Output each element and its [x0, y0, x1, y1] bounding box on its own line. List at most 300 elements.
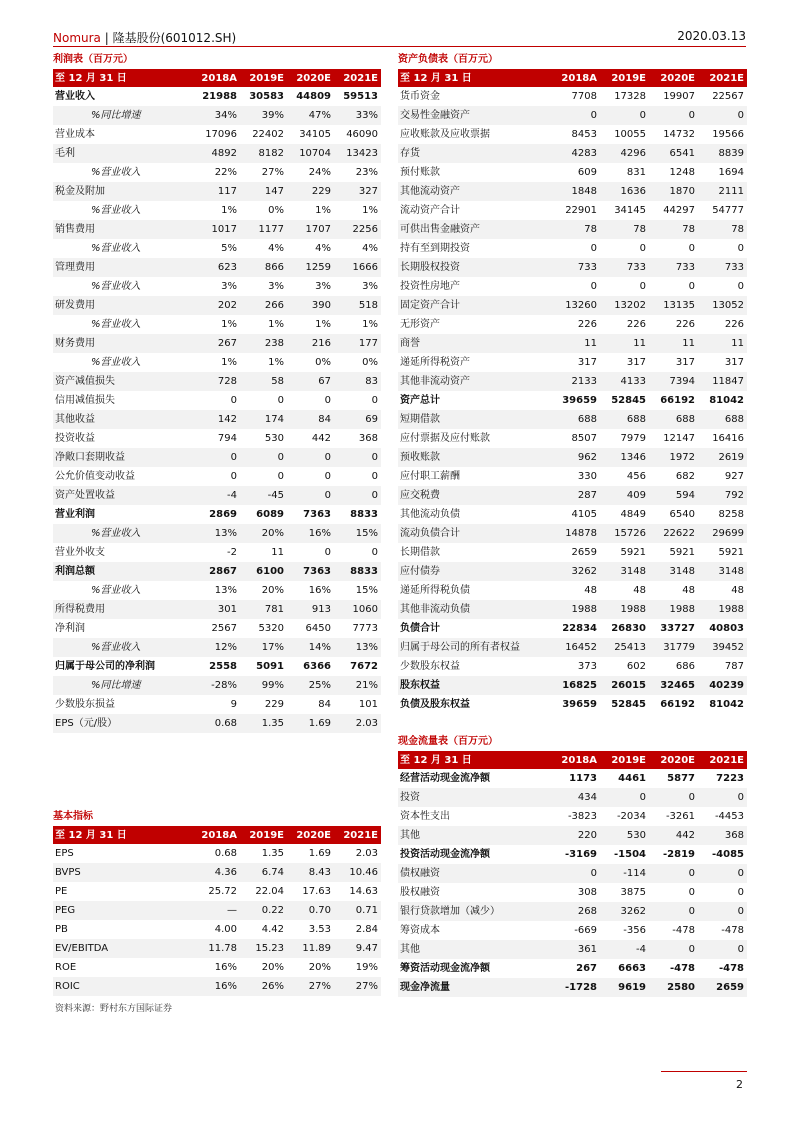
row-value: 34% [193, 106, 240, 125]
row-value: 20% [261, 585, 284, 596]
row-value: 913 [287, 600, 334, 619]
table-row [398, 239, 747, 258]
row-label: 所得税费用 [53, 600, 193, 619]
row-value: 8258 [718, 509, 744, 520]
row-value: 1177 [240, 220, 287, 239]
row-value: 58 [240, 372, 287, 391]
row-value: 13052 [698, 296, 747, 315]
row-value: 1988 [551, 600, 600, 619]
row-label: 可供出售金融资产 [398, 220, 551, 239]
table-row [398, 391, 747, 410]
row-value: 47% [287, 106, 334, 125]
row-value: 17328 [614, 91, 646, 102]
row-value: 0 [600, 788, 649, 807]
row-value: 1017 [193, 220, 240, 239]
row-value: 0 [698, 902, 747, 921]
table-row [53, 676, 381, 695]
row-label: %营业收入 [91, 357, 141, 368]
row-label: 持有至到期投资 [400, 243, 470, 254]
row-value: 59513 [343, 91, 378, 102]
row-label: 其他流动负债 [400, 509, 460, 520]
row-value: 34105 [299, 129, 331, 140]
row-value: -478 [721, 925, 744, 936]
row-value: 10055 [614, 129, 646, 140]
row-value: 13% [193, 524, 240, 543]
row-value: 226 [675, 319, 695, 330]
row-value: 4461 [618, 773, 646, 784]
row-value: 17096 [205, 129, 237, 140]
row-value: 33% [334, 106, 381, 125]
row-value: 4133 [600, 372, 649, 391]
row-value: 1707 [287, 220, 334, 239]
row-value: 3% [268, 281, 284, 292]
row-value: 30583 [249, 91, 284, 102]
row-value: 26% [240, 977, 287, 996]
table-header-row [398, 752, 747, 769]
table-row [53, 581, 381, 600]
table-row [398, 921, 747, 940]
row-value: 23% [355, 167, 378, 178]
table-row [398, 883, 747, 902]
table-row [53, 920, 381, 939]
row-value: 317 [724, 357, 744, 368]
nomura-logo-text: Nomura [53, 31, 101, 45]
income-statement-table [53, 70, 381, 733]
row-value: 733 [551, 258, 600, 277]
row-value: 229 [264, 699, 284, 710]
row-value: 266 [240, 296, 287, 315]
cash-flow-table [398, 752, 747, 997]
row-value: 4283 [551, 144, 600, 163]
row-value: 14.63 [349, 886, 378, 897]
table-row [398, 144, 747, 163]
row-value: -3261 [665, 811, 695, 822]
row-value: 6.74 [240, 863, 287, 882]
row-value: 866 [240, 258, 287, 277]
row-value: 22402 [252, 129, 284, 140]
header-year: 2020E [649, 70, 698, 87]
row-value: 14732 [663, 129, 695, 140]
row-value: 0.68 [193, 714, 240, 733]
row-value: 15.23 [240, 939, 287, 958]
row-value: 6100 [240, 562, 287, 581]
row-label: 经营活动现金流净额 [400, 773, 490, 784]
row-label: 股权融资 [400, 887, 440, 898]
row-value: 781 [240, 600, 287, 619]
row-value: 368 [358, 433, 378, 444]
row-value: -4 [193, 486, 240, 505]
row-value: 2.03 [355, 848, 378, 859]
table-row [53, 277, 381, 296]
row-value: 0 [688, 281, 695, 292]
row-value: 4% [362, 243, 378, 254]
table-row [53, 125, 381, 144]
row-label: 现金净流量 [398, 978, 551, 997]
row-value: 530 [264, 433, 284, 444]
row-label: 投资性房地产 [400, 281, 460, 292]
row-value: 11 [649, 334, 698, 353]
row-value: 686 [675, 661, 695, 672]
row-value: 602 [626, 661, 646, 672]
row-value: 0.71 [334, 901, 381, 920]
table-row [398, 902, 747, 921]
table-row [398, 524, 747, 543]
table-row [398, 657, 747, 676]
row-value: 13202 [600, 296, 649, 315]
header-period-label: 至 12 月 31 日 [398, 70, 551, 87]
report-date: 2020.03.13 [677, 29, 746, 43]
table-row [53, 201, 381, 220]
table-row [53, 163, 381, 182]
row-label: EPS [55, 848, 74, 859]
row-value: 1870 [649, 182, 698, 201]
table-row [398, 220, 747, 239]
row-value: 0 [324, 547, 331, 558]
row-value: 1636 [600, 182, 649, 201]
table-row [398, 619, 747, 638]
balance-sheet-title: 资产负债表（百万元） [398, 53, 747, 70]
table-row [53, 391, 381, 410]
row-label: 公允价值变动收益 [55, 471, 135, 482]
row-value: -2034 [616, 811, 646, 822]
table-row [53, 619, 381, 638]
header-year: 2018A [551, 70, 600, 87]
row-value: 1% [221, 357, 237, 368]
row-value: 11 [600, 334, 649, 353]
row-value: -3823 [567, 811, 597, 822]
row-value: 688 [698, 410, 747, 429]
row-value: 13135 [649, 296, 698, 315]
row-label: %营业收入 [91, 205, 141, 216]
row-value: 1346 [600, 448, 649, 467]
row-label: 信用减值损失 [55, 395, 115, 406]
table-row [53, 353, 381, 372]
row-value: 147 [240, 182, 287, 201]
row-value: 3148 [600, 562, 649, 581]
row-label: 商誉 [398, 334, 551, 353]
row-value: 4.00 [214, 924, 237, 935]
row-value: 9619 [600, 978, 649, 997]
row-value: 39659 [562, 699, 597, 710]
row-label: PEG [53, 901, 193, 920]
row-label: 银行贷款增加（减少） [398, 902, 551, 921]
row-label: 预付账款 [400, 167, 440, 178]
row-label: 短期借款 [398, 410, 551, 429]
row-value: 361 [551, 940, 600, 959]
row-value: 19907 [663, 91, 695, 102]
row-value: 927 [724, 471, 744, 482]
row-value: 1988 [698, 600, 747, 619]
row-value: 3% [221, 281, 237, 292]
row-value: 8833 [350, 509, 378, 520]
row-value: 373 [577, 661, 597, 672]
row-value: 0 [324, 471, 331, 482]
table-row [398, 277, 747, 296]
row-label: 销售费用 [53, 220, 193, 239]
row-value: 0 [649, 940, 698, 959]
header-year: 2019E [240, 827, 287, 844]
row-value: 7979 [620, 433, 646, 444]
table-row [53, 467, 381, 486]
header-year: 2020E [649, 752, 698, 769]
row-value: 2111 [698, 182, 747, 201]
row-value: 4.42 [261, 924, 284, 935]
row-value: 22% [214, 167, 237, 178]
company-name: 隆基股份(601012.SH) [112, 31, 237, 45]
row-value: 5921 [718, 547, 744, 558]
row-label: %同比增速 [53, 106, 193, 125]
row-value: 2256 [334, 220, 381, 239]
row-value: 229 [287, 182, 334, 201]
row-value: 6541 [649, 144, 698, 163]
row-value: 39659 [562, 395, 597, 406]
row-value: 2619 [698, 448, 747, 467]
row-value: 11 [698, 334, 747, 353]
row-value: 4105 [571, 509, 597, 520]
row-value: 15726 [600, 524, 649, 543]
row-value: 13% [214, 585, 237, 596]
row-value: 54777 [712, 205, 744, 216]
table-row [398, 87, 747, 106]
table-row [398, 315, 747, 334]
table-row [53, 505, 381, 524]
row-value: 8453 [571, 129, 597, 140]
row-label: 筹资活动现金流净额 [400, 963, 490, 974]
table-row [53, 939, 381, 958]
row-label: 财务费用 [53, 334, 193, 353]
row-value: 3148 [649, 562, 698, 581]
table-row [398, 940, 747, 959]
row-value: 7773 [352, 623, 378, 634]
row-value: 9.47 [334, 939, 381, 958]
row-value: 20% [240, 524, 287, 543]
row-value: 27% [261, 167, 284, 178]
row-label: %营业收入 [91, 281, 141, 292]
row-value: 1666 [334, 258, 381, 277]
row-value: 5% [221, 243, 237, 254]
row-label: 股东权益 [398, 676, 551, 695]
row-value: 2.03 [334, 714, 381, 733]
row-value: 3% [315, 281, 331, 292]
header-year: 2021E [334, 70, 381, 87]
row-value: 48 [731, 585, 744, 596]
row-label: %营业收入 [53, 638, 193, 657]
row-value: 0.70 [287, 901, 334, 920]
row-value: 10704 [287, 144, 334, 163]
row-value: 330 [577, 471, 597, 482]
table-row [398, 788, 747, 807]
row-value: 10.46 [334, 863, 381, 882]
row-value: 442 [649, 826, 698, 845]
row-value: 530 [600, 826, 649, 845]
row-value: 831 [626, 167, 646, 178]
row-value: 2558 [209, 661, 237, 672]
row-value: -669 [574, 925, 597, 936]
table-row [53, 410, 381, 429]
row-label: 资产总计 [400, 395, 440, 406]
basic-indicators-table [53, 827, 381, 996]
row-value: 267 [576, 963, 597, 974]
row-label: 营业成本 [55, 129, 95, 140]
balance-sheet-table [398, 70, 747, 714]
row-value: 2867 [193, 562, 240, 581]
row-label: 少数股东损益 [55, 699, 115, 710]
row-value: -45 [240, 486, 287, 505]
row-value: 0 [649, 788, 698, 807]
row-value: 0% [268, 205, 284, 216]
row-label: 管理费用 [53, 258, 193, 277]
row-label: EV/EBITDA [53, 939, 193, 958]
row-value: 5921 [620, 547, 646, 558]
row-value: 0 [230, 471, 237, 482]
row-value: 8507 [571, 433, 597, 444]
row-label: 负债及股东权益 [400, 699, 470, 710]
table-row [398, 163, 747, 182]
row-value: 0 [698, 864, 747, 883]
row-value: 8839 [698, 144, 747, 163]
row-label: 递延所得税负债 [400, 585, 470, 596]
row-value: 0 [277, 471, 284, 482]
row-value: 220 [551, 826, 600, 845]
table-row [398, 638, 747, 657]
row-value: 0 [688, 243, 695, 254]
table-row [53, 220, 381, 239]
table-row [53, 600, 381, 619]
row-label: 归属于母公司的所有者权益 [398, 638, 551, 657]
row-value: 16452 [551, 638, 600, 657]
row-value: 0 [737, 243, 744, 254]
header-year: 2021E [698, 752, 747, 769]
table-row [53, 296, 381, 315]
row-value: 11847 [698, 372, 747, 391]
row-value: 682 [675, 471, 695, 482]
row-value: 317 [626, 357, 646, 368]
table-header-row [398, 70, 747, 87]
header-year: 2018A [193, 827, 240, 844]
row-label: 净利润 [55, 623, 85, 634]
row-value: 0.22 [240, 901, 287, 920]
row-label: %营业收入 [91, 585, 141, 596]
table-row [53, 882, 381, 901]
row-value: 6663 [618, 963, 646, 974]
table-row [53, 714, 381, 733]
table-row [398, 543, 747, 562]
row-label: 净敞口套期收益 [53, 448, 193, 467]
row-value: 792 [698, 486, 747, 505]
row-value: 688 [649, 410, 698, 429]
row-value: 25413 [600, 638, 649, 657]
row-value: 5877 [667, 773, 695, 784]
header-year: 2020E [287, 827, 334, 844]
row-value: -478 [672, 925, 695, 936]
row-value: 317 [675, 357, 695, 368]
row-value: 78 [600, 220, 649, 239]
row-value: 0 [240, 448, 287, 467]
header-period-label: 至 12 月 31 日 [53, 827, 193, 844]
row-label: 应付债券 [398, 562, 551, 581]
row-value: 32465 [649, 676, 698, 695]
row-value: 733 [649, 258, 698, 277]
row-value: 4.36 [193, 863, 240, 882]
row-label: 其他 [398, 826, 551, 845]
row-value: 99% [240, 676, 287, 695]
row-value: 0 [371, 471, 378, 482]
row-label: 其他 [398, 940, 551, 959]
row-label: 资产处置收益 [53, 486, 193, 505]
row-value: 8.43 [287, 863, 334, 882]
table-row [53, 844, 381, 863]
row-value: 8833 [334, 562, 381, 581]
row-value: 16% [193, 977, 240, 996]
row-label: 应付票据及应付账款 [400, 433, 490, 444]
row-value: 688 [551, 410, 600, 429]
row-value: 17.63 [302, 886, 331, 897]
row-value: 1% [315, 205, 331, 216]
row-value: 3148 [698, 562, 747, 581]
table-row [53, 901, 381, 920]
row-value: -2 [227, 547, 237, 558]
row-label: 营业收入 [55, 91, 95, 102]
row-label: %同比增速 [53, 676, 193, 695]
header-period-label: 至 12 月 31 日 [53, 70, 193, 87]
cash-flow-statement [398, 735, 747, 997]
row-value: 0 [324, 395, 331, 406]
row-value: 21% [334, 676, 381, 695]
row-value: 78 [551, 220, 600, 239]
row-value: 177 [334, 334, 381, 353]
row-label: 固定资产合计 [398, 296, 551, 315]
row-value: 83 [334, 372, 381, 391]
table-row [53, 977, 381, 996]
row-value: 11.89 [287, 939, 334, 958]
row-value: 0 [287, 486, 334, 505]
row-label: 递延所得税资产 [400, 357, 470, 368]
data-source-note: 资料来源：野村东方国际证券 [55, 1004, 173, 1014]
row-value: 6540 [669, 509, 695, 520]
row-value: 84 [287, 410, 334, 429]
row-value: 6450 [305, 623, 331, 634]
row-label: 应收账款及应收票据 [400, 129, 490, 140]
row-label: %营业收入 [91, 167, 141, 178]
row-label: 预收账款 [398, 448, 551, 467]
header-year: 2021E [334, 827, 381, 844]
row-value: 33727 [660, 623, 695, 634]
row-value: 7363 [287, 562, 334, 581]
table-row [398, 978, 747, 997]
balance-sheet [398, 53, 747, 714]
row-label: EPS（元/股） [53, 714, 193, 733]
row-label: 货币资金 [400, 91, 440, 102]
table-row [53, 429, 381, 448]
footer-divider [661, 1071, 747, 1072]
row-label: 其他收益 [53, 410, 193, 429]
row-value: 1% [221, 319, 237, 330]
row-value: 0 [698, 106, 747, 125]
row-value: 1% [362, 205, 378, 216]
row-value: 22901 [565, 205, 597, 216]
row-value: 0 [688, 887, 695, 898]
row-value: 0 [551, 864, 600, 883]
table-row [398, 826, 747, 845]
row-value: 202 [193, 296, 240, 315]
row-value: 9 [230, 699, 237, 710]
row-label: 税金及附加 [53, 182, 193, 201]
table-row [398, 372, 747, 391]
row-value: 22622 [649, 524, 698, 543]
row-value: 22834 [562, 623, 597, 634]
row-value: 267 [193, 334, 240, 353]
row-value: 1694 [718, 167, 744, 178]
